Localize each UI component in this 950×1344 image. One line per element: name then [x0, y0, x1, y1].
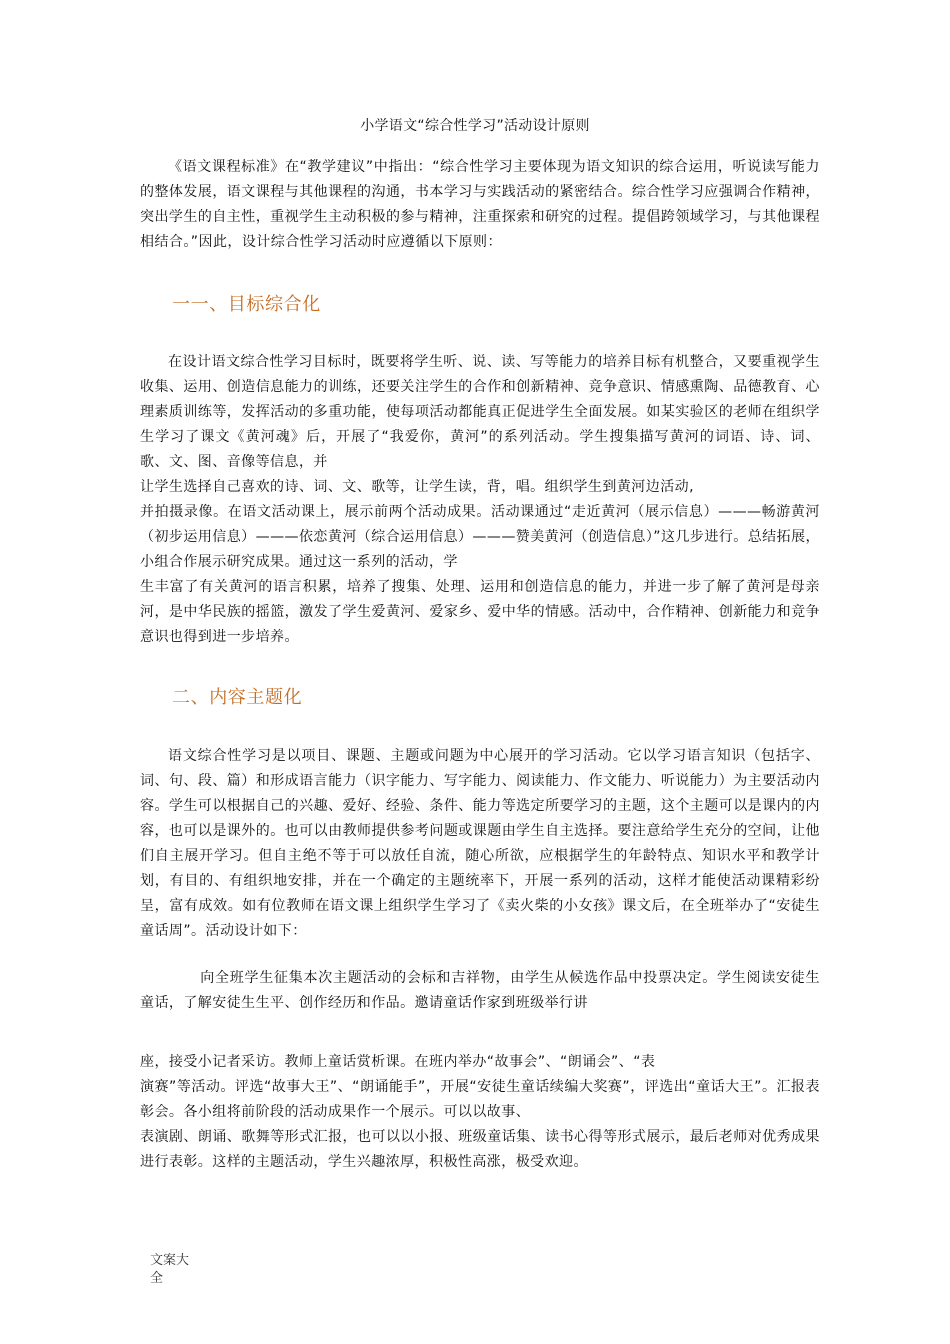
section1-line-2: 让学生选择自己喜欢的诗、词、文、歌等，让学生读，背，唱。组织学生到黄河边活动,: [140, 479, 694, 495]
section1-paragraph-1: 在设计语文综合性学习目标时，既要将学生听、说、读、写等能力的培养目标有机整合，又要重视学生收集、运用、创造信息能力的训练，还要关注学生的合作和创新精神、竞争意识、情感熏陶、品德教育、心理素质训练等，发挥活动的多重功能，使每项活动都能真正促进学生全面发展。如某实验区的老师在组织学生学习了课文《黄河魂》后，开展了“我爱你，黄河”的系列活动。学生搜集描写黄河的词语、诗、词、歌、文、图、音像等信息，并: [140, 354, 820, 470]
intro-paragraph: 《语文课程标准》在“教学建议”中指出：“综合性学习主要体现为语文知识的综合运用，听说读写能力的整体发展，语文课程与其他课程的沟通，书本学习与实践活动的紧密结合。综合性学习应强调合作精神，突出学生的自主性，重视学生主动积极的参与精神，注重探索和研究的过程。提倡跨领域学习，与其他课程相结合。”因此，设计综合性学习活动时应遵循以下原则：: [140, 159, 820, 250]
section-heading-1: 一一、目标综合化: [172, 294, 321, 315]
section2-paragraph-4: 表演剧、朗诵、歌舞等形式汇报，也可以以小报、班级童话集、读书心得等形式展示，最后老师对优秀成果进行表彰。这样的主题活动，学生兴趣浓厚，积极性高涨，极受欢迎。: [140, 1129, 820, 1170]
section1-paragraph-4: 生丰富了有关黄河的语言积累，培养了搜集、处理、运用和创造信息的能力，并进一步了解了黄河是母亲河，是中华民族的摇篮，激发了学生爱黄河、爱家乡、爱中华的情感。活动中，合作精神、创新能力和竞争意识也得到进一步培养。: [140, 579, 820, 645]
section-heading-2: 二、内容主题化: [172, 687, 303, 708]
document-title: 小学语文“综合性学习”活动设计原则: [360, 118, 590, 134]
section1-paragraph-3: 并拍摄录像。在语文活动课上，展示前两个活动成果。活动课通过“走近黄河（展示信息）———畅游黄河（初步运用信息）———依恋黄河（综合运用信息）———赞美黄河（创造信息）”这几步进行。总结拓展，小组合作展示研究成果。通过这一系列的活动，学: [140, 504, 820, 570]
section2-line-3: 座，接受小记者采访。教师上童话赏析课。在班内举办“故事会”、“朗诵会”、“表: [140, 1054, 656, 1070]
section2-paragraph-1: 语文综合性学习是以项目、课题、主题或问题为中心展开的学习活动。它以学习语言知识（包括字、词、句、段、篇）和形成语言能力（识字能力、写字能力、阅读能力、作文能力、听说能力）为主要活动内容。学生可以根据自己的兴趣、爱好、经验、条件、能力等选定所要学习的主题，这个主题可以是课内的内容，也可以是课外的。也可以由教师提供参考问题或课题由学生自主选择。要注意给学生充分的空间，让他们自主展开学习。但自主绝不等于可以放任自流，随心所欲，应根据学生的年龄特点、知识水平和教学计划，有目的、有组织地安排，并在一个确定的主题统率下，开展一系列的活动，这样才能使活动课精彩纷呈，富有成效。如有位教师在语文课上组织学生学习了《卖火柴的小女孩》课文后，在全班举办了“安徒生童话周”。活动设计如下：: [140, 748, 820, 939]
section2-paragraph-3: 演赛”等活动。评选“故事大王”、“朗诵能手”，开展“安徒生童话续编大奖赛”，评选出“童话大王”。汇报表彰会。各小组将前阶段的活动成果作一个展示。可以以故事、: [140, 1079, 820, 1120]
section2-paragraph-2: 向全班学生征集本次主题活动的会标和吉祥物，由学生从候选作品中投票决定。学生阅读安徒生童话，了解安徒生生平、创作经历和作品。邀请童话作家到班级举行讲: [140, 970, 820, 1011]
footer-label: 文案大全: [150, 1253, 190, 1286]
